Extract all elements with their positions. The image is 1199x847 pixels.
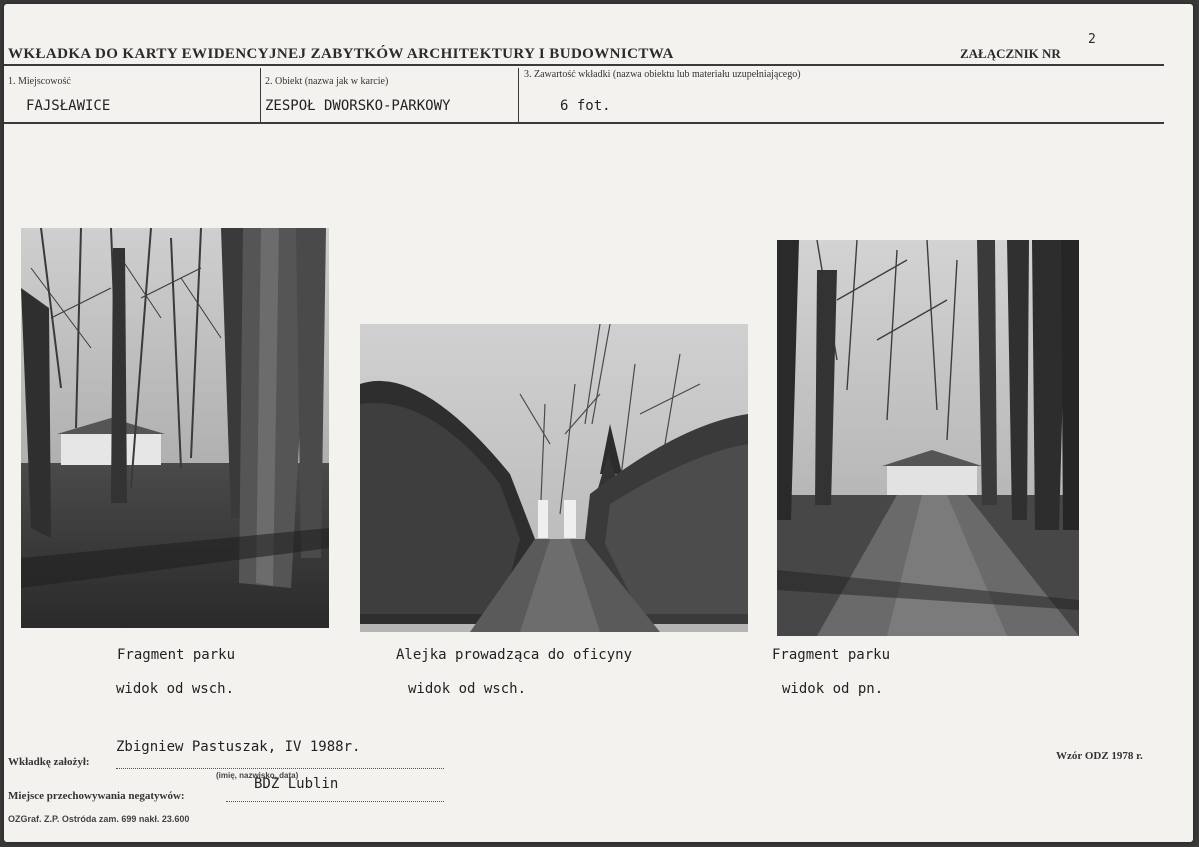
storage-value: BDZ Lublin bbox=[254, 776, 339, 792]
field-row-rule bbox=[4, 122, 1164, 124]
photo-2-caption-line1: Alejka prowadząca do oficyny bbox=[396, 647, 633, 663]
photo-park-east bbox=[21, 228, 329, 628]
photo-1-caption-line2: widok od wsch. bbox=[116, 681, 235, 697]
inventory-card bbox=[4, 4, 1193, 842]
locality-value: FAJSŁAWICE bbox=[26, 98, 111, 114]
founder-hint: (imię, nazwisko, data) bbox=[216, 771, 299, 780]
photo-1-caption-line1: Fragment parku bbox=[117, 647, 236, 663]
founder-label: Wkładkę założył: bbox=[8, 756, 90, 768]
photo-2-caption-line2: widok od wsch. bbox=[408, 681, 527, 697]
field-divider-2 bbox=[518, 68, 519, 124]
card-title: WKŁADKA DO KARTY EWIDENCYJNEJ ZABYTKÓW ARCHITEKTURY I BUDOWNICTWA bbox=[8, 46, 674, 62]
contents-value: 6 fot. bbox=[560, 98, 611, 114]
photo-park-north bbox=[777, 240, 1079, 636]
template-label: Wzór ODZ 1978 r. bbox=[1056, 750, 1143, 762]
photo-3-caption-line1: Fragment parku bbox=[772, 647, 891, 663]
header-rule bbox=[4, 64, 1164, 66]
field-divider-1 bbox=[260, 68, 261, 124]
annex-number: 2 bbox=[1088, 32, 1096, 47]
object-label: 2. Obiekt (nazwa jak w karcie) bbox=[265, 76, 389, 87]
annex-label: ZAŁĄCZNIK NR bbox=[960, 46, 1061, 61]
contents-label: 3. Zawartość wkładki (nazwa obiektu lub materiału uzupełniającego) bbox=[524, 69, 801, 80]
founder-value: Zbigniew Pastuszak, IV 1988r. bbox=[116, 739, 361, 755]
object-value: ZESPOŁ DWORSKO-PARKOWY bbox=[265, 98, 451, 114]
storage-label: Miejsce przechowywania negatywów: bbox=[8, 790, 185, 802]
storage-line bbox=[226, 801, 444, 802]
founder-line bbox=[116, 768, 444, 769]
printer-info: OZGraf. Z.P. Ostróda zam. 699 nakł. 23.600 bbox=[8, 814, 190, 824]
photo-alley-east bbox=[360, 324, 748, 632]
photo-3-caption-line2: widok od pn. bbox=[782, 681, 884, 697]
locality-label: 1. Miejscowość bbox=[8, 76, 71, 87]
